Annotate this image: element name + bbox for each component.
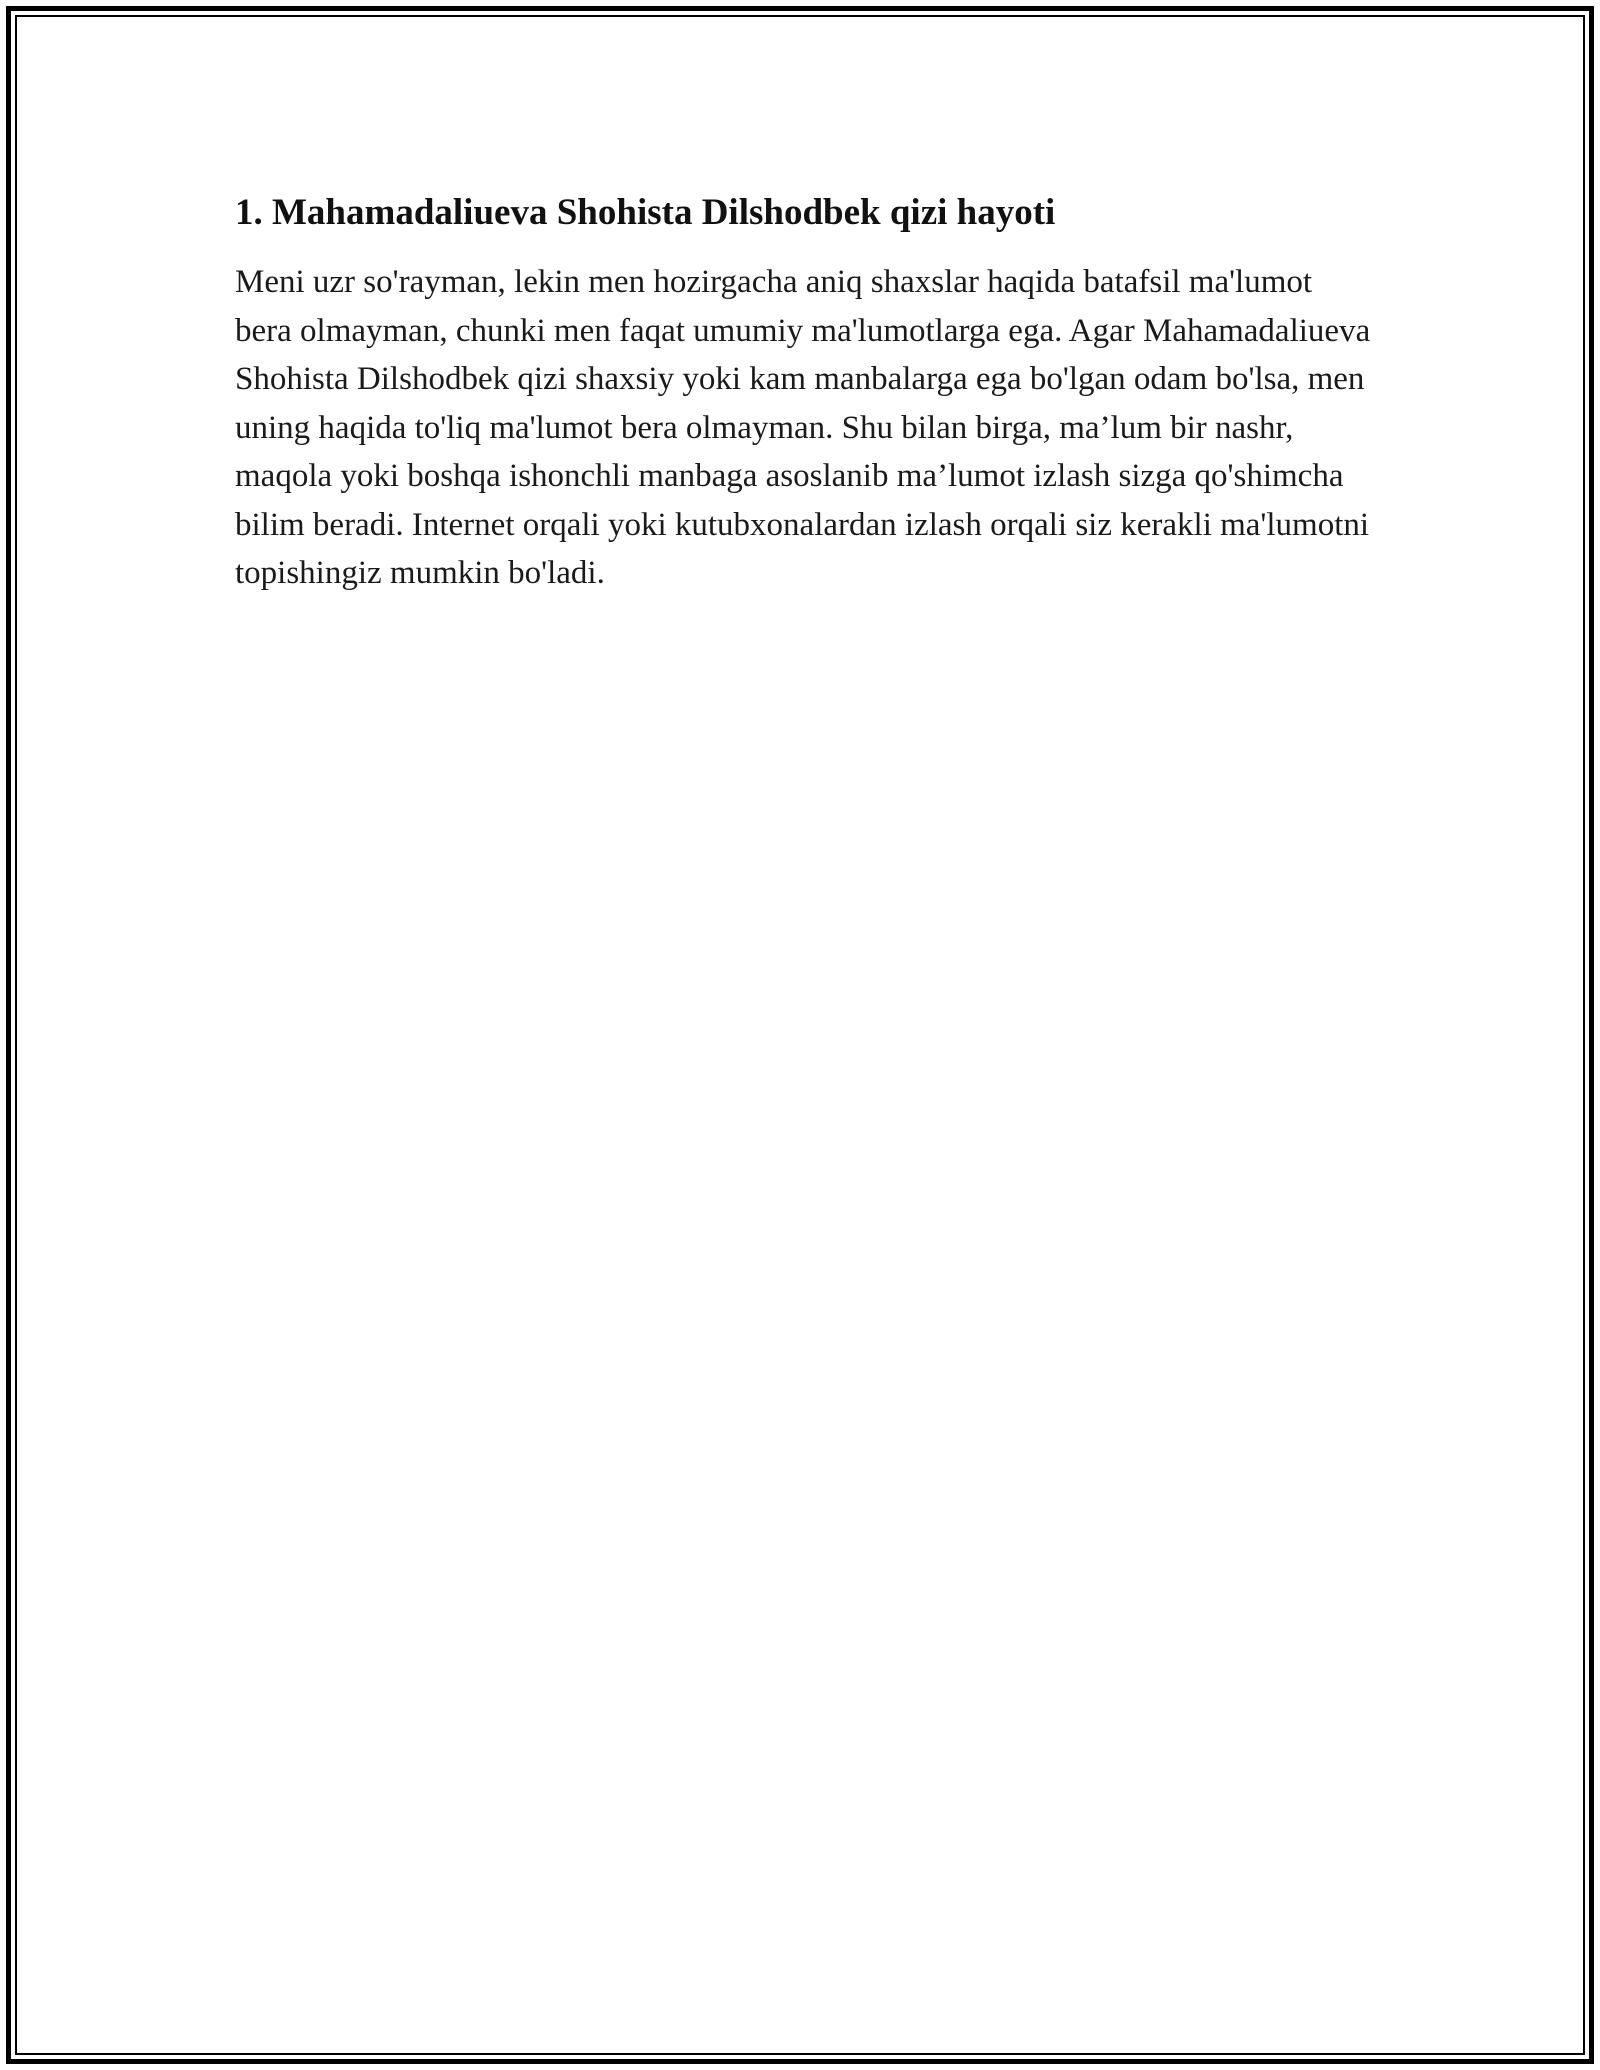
document-paragraph: Meni uzr so'rayman, lekin men hozirgacha aniq shaxslar haqida batafsil ma'lumot bera olmayman, chunki men faqat umumiy ma'lumotlarga ega. Agar Mahamadaliueva Shohista Dilshodbek qizi shaxsiy yoki kam manbalarga ega bo'lgan odam bo'lsa, men uning haqida to'liq ma'lumot bera olmayman. Shu bilan birga, ma’lum bir nashr, maqola yoki boshqa ishonchli manbaga asoslanib ma’lumot izlash sizga qo'shimcha bilim beradi. Internet orqali yoki kutubxonalardan izlash orqali siz kerakli ma'lumotni topishingiz mumkin bo'ladi. — [235, 264, 1371, 591]
document-heading: 1. Mahamadaliueva Shohista Dilshodbek qizi hayoti — [235, 192, 1056, 233]
document-body — [235, 186, 1375, 598]
